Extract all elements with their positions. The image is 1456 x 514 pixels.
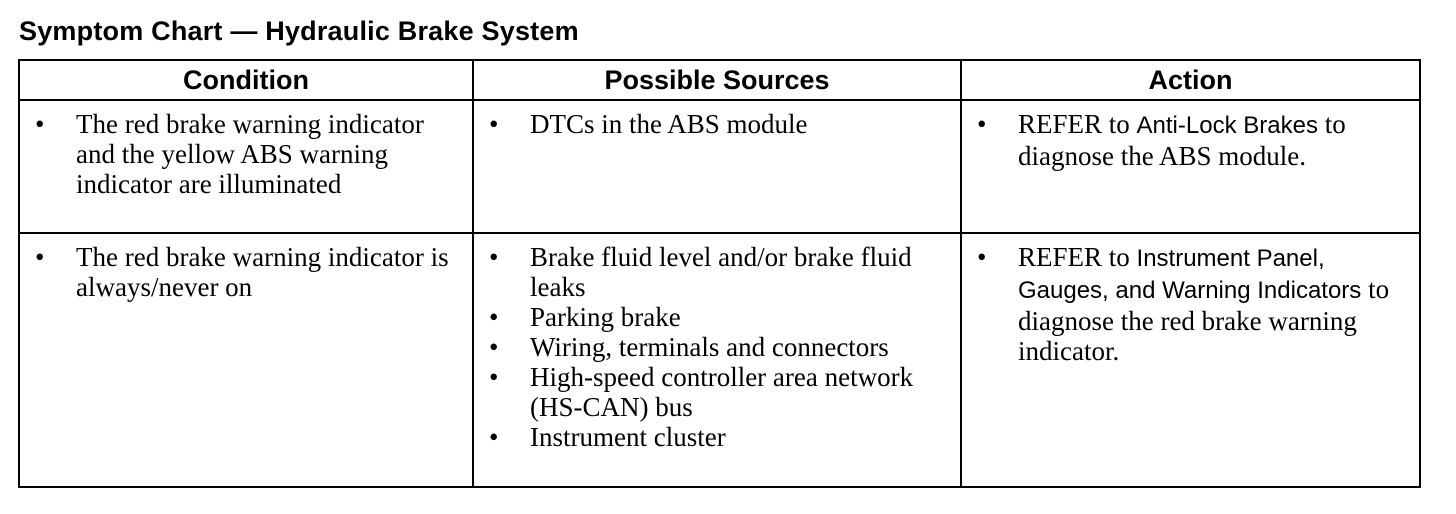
sources-list <box>484 109 950 139</box>
source-text: Parking brake <box>530 302 681 332</box>
condition-list <box>30 109 462 199</box>
source-text: Instrument cluster <box>530 422 726 452</box>
source-text: DTCs in the ABS module <box>530 109 808 139</box>
condition-cell <box>19 100 473 233</box>
bullet-icon: • <box>489 422 499 452</box>
bullet-icon: • <box>489 332 499 362</box>
header-possible-sources: Possible Sources <box>473 60 961 100</box>
condition-text: The red brake warning indicator is always/never on <box>76 242 449 302</box>
table-row <box>19 100 1420 233</box>
condition-cell <box>19 233 473 487</box>
header-action: Action <box>961 60 1420 100</box>
action-prefix: REFER to <box>1018 242 1130 272</box>
bullet-icon: • <box>489 109 499 139</box>
bullet-icon: • <box>35 109 45 139</box>
bullet-icon: • <box>977 242 987 272</box>
sources-list <box>484 242 950 452</box>
source-text: High-speed controller area network (HS-CAN) bus <box>530 362 914 422</box>
bullet-icon: • <box>489 242 499 272</box>
list-item <box>484 302 950 332</box>
bullet-icon: • <box>489 362 499 392</box>
symptom-chart-table <box>18 59 1421 488</box>
bullet-icon: • <box>977 109 987 139</box>
sources-cell <box>473 100 961 233</box>
sources-cell <box>473 233 961 487</box>
action-list <box>972 109 1409 171</box>
list-item <box>484 362 950 422</box>
action-suffix: to diagnose the red brake warning indicator. <box>1018 274 1390 366</box>
action-reference-link[interactable]: Instrument Panel, Gauges, and Warning Indicators <box>1018 245 1362 304</box>
list-item <box>484 422 950 452</box>
list-item <box>484 242 950 302</box>
source-text: Brake fluid level and/or brake fluid leaks <box>530 242 912 302</box>
source-text: Wiring, terminals and connectors <box>530 332 889 362</box>
table-header-row <box>19 60 1420 100</box>
action-prefix: REFER to <box>1018 109 1130 139</box>
list-item <box>30 109 462 199</box>
action-cell <box>961 100 1420 233</box>
chart-title: Symptom Chart — Hydraulic Brake System <box>19 16 579 46</box>
table-row <box>19 233 1420 487</box>
action-reference-link[interactable]: Anti-Lock Brakes <box>1136 112 1318 139</box>
list-item <box>484 332 950 362</box>
action-list <box>972 242 1409 366</box>
list-item <box>484 109 950 139</box>
list-item <box>972 242 1409 366</box>
action-cell <box>961 233 1420 487</box>
header-condition: Condition <box>19 60 473 100</box>
bullet-icon: • <box>35 242 45 272</box>
list-item <box>972 109 1409 171</box>
condition-list <box>30 242 462 302</box>
action-suffix: to diagnose the ABS module. <box>1018 109 1346 171</box>
bullet-icon: • <box>489 302 499 332</box>
list-item <box>30 242 462 302</box>
condition-text: The red brake warning indicator and the yellow ABS warning indicator are illuminated <box>76 109 424 199</box>
